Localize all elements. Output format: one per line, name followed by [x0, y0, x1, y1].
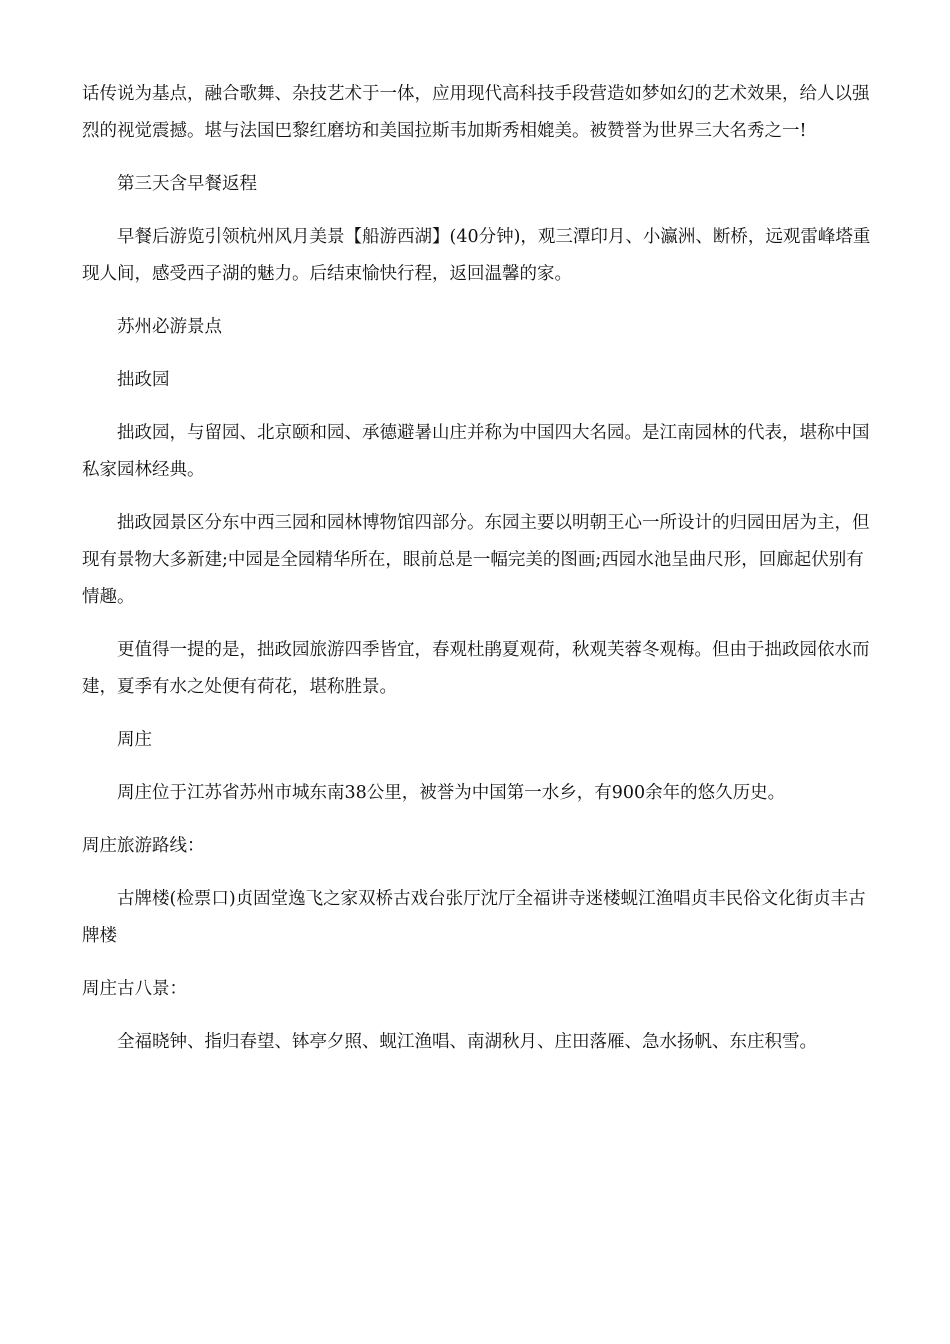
heading-suzhou-attractions: 苏州必游景点	[117, 317, 222, 337]
paragraph-garden-intro: 拙政园，与留园、北京颐和园、承德避暑山庄并称为中国四大名园。是江南园林的代表，堪称中国私家园林经典。	[82, 423, 870, 480]
heading-zhouzhuang-eight-scenes: 周庄古八景：	[82, 979, 187, 999]
document-body	[82, 76, 872, 1077]
paragraph-show-intro-continuation: 话传说为基点，融合歌舞、杂技艺术于一体，应用现代高科技手段营造如梦如幻的艺术效果，给人以强烈的视觉震撼。堪与法国巴黎红磨坊和美国拉斯韦加斯秀相媲美。被赞誉为世界三大名秀之一!	[82, 84, 870, 141]
heading-day-three: 第三天含早餐返程	[117, 174, 257, 194]
heading-zhouzhuang-route: 周庄旅游路线：	[82, 836, 205, 856]
paragraph-zhouzhuang-intro: 周庄位于江苏省苏州市城东南38公里，被誉为中国第一水乡，有900余年的悠久历史。	[117, 783, 786, 803]
paragraph-garden-seasons: 更值得一提的是，拙政园旅游四季皆宜，春观杜鹃夏观荷，秋观芙蓉冬观梅。但由于拙政园依水而建，夏季有水之处便有荷花，堪称胜景。	[82, 640, 870, 697]
paragraph-west-lake-tour: 早餐后游览引领杭州风月美景【船游西湖】(40分钟)，观三潭印月、小瀛洲、断桥，远观雷峰塔重现人间，感受西子湖的魅力。后结束愉快行程，返回温馨的家。	[82, 227, 871, 284]
paragraph-zhouzhuang-eight-scenes: 全福晓钟、指归春望、钵亭夕照、蚬江渔唱、南湖秋月、庄田落雁、急水扬帆、东庄积雪。	[117, 1032, 817, 1052]
paragraph-zhouzhuang-route: 古牌楼(检票口)贞固堂逸飞之家双桥古戏台张厅沈厅全福讲寺迷楼蚬江渔唱贞丰民俗文化街贞丰古牌楼	[82, 889, 866, 946]
heading-zhouzhuang: 周庄	[117, 730, 152, 750]
heading-humble-administrator-garden: 拙政园	[117, 370, 170, 390]
paragraph-garden-sections: 拙政园景区分东中西三园和园林博物馆四部分。东园主要以明朝王心一所设计的归园田居为主，但现有景物大多新建;中园是全园精华所在，眼前总是一幅完美的图画;西园水池呈曲尺形，回廊起伏别有情趣。	[82, 513, 870, 607]
